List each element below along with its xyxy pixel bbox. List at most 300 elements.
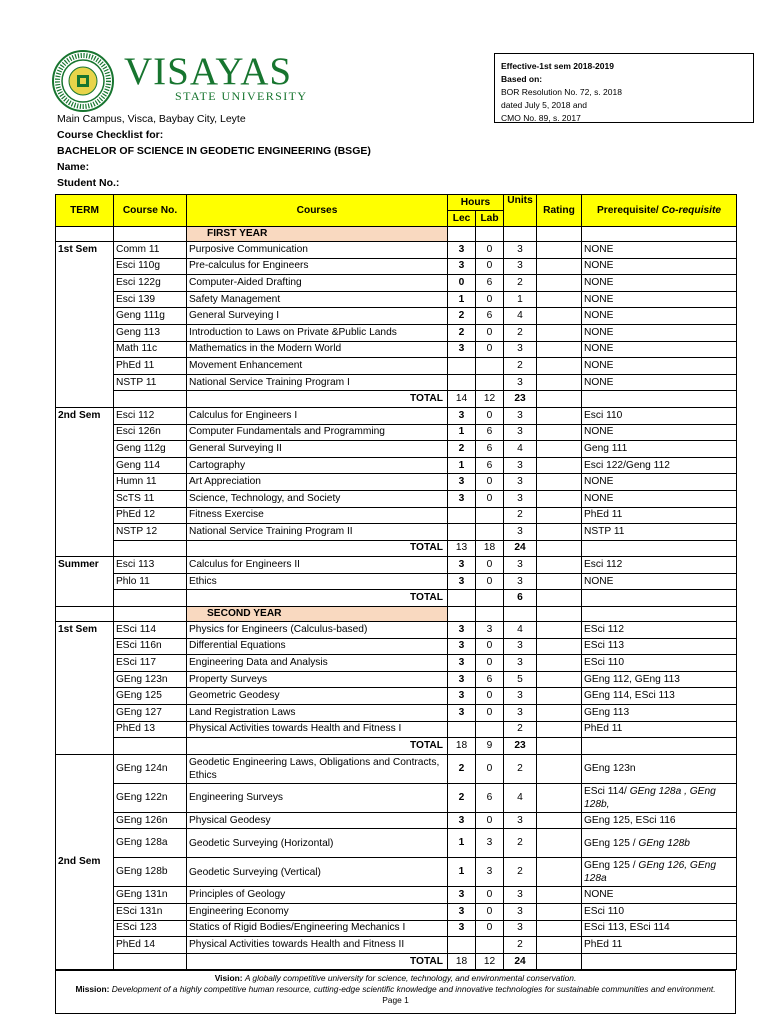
col-term: TERM (56, 195, 114, 227)
total-blank-cell (582, 391, 737, 408)
units-value: 3 (504, 457, 537, 474)
lab-hours: 0 (476, 258, 504, 275)
lecture-hours: 3 (448, 341, 476, 358)
total-units: 23 (504, 738, 537, 755)
course-number: ESci 117 (114, 655, 187, 672)
prerequisite (582, 655, 737, 672)
units-value: 3 (504, 887, 537, 904)
course-title: Differential Equations (187, 638, 448, 655)
lab-hours: 0 (476, 242, 504, 259)
rating-cell (537, 705, 582, 722)
lab-hours: 6 (476, 671, 504, 688)
units-value: 2 (504, 721, 537, 738)
course-row (56, 721, 737, 738)
course-number: NSTP 12 (114, 524, 187, 541)
lab-hours: 6 (476, 424, 504, 441)
lab-hours (476, 358, 504, 375)
lecture-hours: 3 (448, 638, 476, 655)
rating-cell (537, 622, 582, 639)
total-label: TOTAL (187, 738, 448, 755)
units-value: 3 (504, 638, 537, 655)
rating-cell (537, 275, 582, 292)
rating-cell (537, 671, 582, 688)
course-row (56, 341, 737, 358)
course-title: Ethics (187, 573, 448, 590)
rating-cell (537, 507, 582, 524)
lecture-hours: 3 (448, 573, 476, 590)
vision-text: A globally competitive university for science, technology, and environmental conservation. (244, 973, 577, 983)
course-row (56, 374, 737, 391)
rating-cell (537, 754, 582, 783)
course-number: Esci 112 (114, 407, 187, 424)
col-lec: Lec (448, 211, 476, 227)
lecture-hours (448, 374, 476, 391)
course-title: Science, Technology, and Society (187, 490, 448, 507)
mission-text: Development of a highly competitive human resource, cutting-edge scientific knowledge and innovative technologies for sustainable communities and environment. (111, 984, 716, 994)
rating-cell (537, 324, 582, 341)
term-label: 1st Sem (56, 622, 114, 755)
units-value: 3 (504, 407, 537, 424)
course-row (56, 655, 737, 672)
prereq-label: Prerequisite/ (597, 204, 659, 216)
total-blank-cell (582, 738, 737, 755)
effectivity-cmo: CMO No. 89, s. 2017 (501, 113, 581, 123)
course-number: Geng 111g (114, 308, 187, 325)
prerequisite-text: NONE (584, 376, 614, 388)
checklist-title: Course Checklist for: (57, 129, 164, 141)
rating-cell (537, 291, 582, 308)
course-title: Engineering Data and Analysis (187, 655, 448, 672)
prerequisite-text: NONE (584, 310, 614, 322)
course-row (56, 441, 737, 458)
course-title: Mathematics in the Modern World (187, 341, 448, 358)
checklist-body (56, 227, 737, 970)
lab-hours (476, 721, 504, 738)
prerequisite (582, 407, 737, 424)
prerequisite-text: NONE (584, 326, 614, 338)
units-value: 3 (504, 242, 537, 259)
units-value: 3 (504, 524, 537, 541)
total-blank-cell (537, 391, 582, 408)
vision-mission-footer (55, 970, 736, 1014)
total-units: 23 (504, 391, 537, 408)
total-blank-cell (114, 953, 187, 970)
prerequisite (582, 507, 737, 524)
units-value: 3 (504, 341, 537, 358)
course-number: ESci 131n (114, 904, 187, 921)
course-number: PhEd 12 (114, 507, 187, 524)
rating-cell (537, 441, 582, 458)
course-row (56, 705, 737, 722)
prerequisite-text: ESci 110 (584, 657, 625, 669)
course-title: Statics of Rigid Bodies/Engineering Mechanics I (187, 920, 448, 937)
prerequisite (582, 688, 737, 705)
course-title: Computer Fundamentals and Programming (187, 424, 448, 441)
units-value: 4 (504, 783, 537, 812)
rating-cell (537, 358, 582, 375)
course-title: Physics for Engineers (Calculus-based) (187, 622, 448, 639)
lecture-hours: 3 (448, 242, 476, 259)
course-title: Principles of Geology (187, 887, 448, 904)
col-units: Units (504, 195, 537, 227)
course-row (56, 671, 737, 688)
prerequisite (582, 374, 737, 391)
campus-address: Main Campus, Visca, Baybay City, Leyte (57, 113, 246, 125)
units-value: 2 (504, 275, 537, 292)
course-number: GEng 128a (114, 829, 187, 858)
course-title: General Surveying I (187, 308, 448, 325)
student-no-label: Student No.: (57, 177, 120, 189)
lecture-hours: 3 (448, 258, 476, 275)
course-number: Esci 139 (114, 291, 187, 308)
course-title: Introduction to Laws on Private &Public Lands (187, 324, 448, 341)
course-row (56, 324, 737, 341)
year-row (56, 607, 737, 622)
total-label: TOTAL (187, 590, 448, 607)
lecture-hours: 3 (448, 688, 476, 705)
rating-cell (537, 721, 582, 738)
course-title: Computer-Aided Drafting (187, 275, 448, 292)
university-seal-icon (52, 50, 114, 112)
year-blank-cell (582, 227, 737, 242)
prerequisite-text: PhEd 11 (584, 509, 623, 521)
prerequisite (582, 441, 737, 458)
lab-hours (476, 937, 504, 954)
rating-cell (537, 887, 582, 904)
course-title: Pre-calculus for Engineers (187, 258, 448, 275)
total-label: TOTAL (187, 540, 448, 557)
prerequisite (582, 341, 737, 358)
course-title: Land Registration Laws (187, 705, 448, 722)
total-blank-cell (114, 391, 187, 408)
course-number: GEng 127 (114, 705, 187, 722)
lecture-hours: 0 (448, 275, 476, 292)
total-blank-cell (537, 953, 582, 970)
prerequisite-text: ESci 114/ (584, 785, 627, 797)
units-value: 4 (504, 441, 537, 458)
total-units: 24 (504, 540, 537, 557)
rating-cell (537, 474, 582, 491)
vision-label: Vision: (214, 973, 243, 983)
units-value: 3 (504, 688, 537, 705)
rating-cell (537, 424, 582, 441)
year-blank-cell (56, 227, 114, 242)
lab-hours: 0 (476, 490, 504, 507)
course-number: Esci 122g (114, 275, 187, 292)
course-row (56, 688, 737, 705)
course-row (56, 783, 737, 812)
lecture-hours: 3 (448, 474, 476, 491)
units-value: 2 (504, 358, 537, 375)
rating-cell (537, 920, 582, 937)
prerequisite-text: NONE (584, 889, 614, 901)
course-row (56, 812, 737, 829)
lecture-hours: 3 (448, 655, 476, 672)
prerequisite (582, 557, 737, 574)
course-number: GEng 125 (114, 688, 187, 705)
university-header (52, 50, 312, 110)
total-lab: 12 (476, 391, 504, 408)
prerequisite-text: NONE (584, 575, 614, 587)
course-number: ESci 123 (114, 920, 187, 937)
prerequisite-text: NONE (584, 293, 614, 305)
course-number: Comm 11 (114, 242, 187, 259)
course-title: Physical Geodesy (187, 812, 448, 829)
lecture-hours: 1 (448, 424, 476, 441)
term-label: 2nd Sem (56, 754, 114, 970)
prerequisite (582, 242, 737, 259)
course-row (56, 573, 737, 590)
prerequisite-text: GEng 112, GEng 113 (584, 673, 680, 685)
course-row (56, 457, 737, 474)
course-row (56, 407, 737, 424)
units-value: 2 (504, 937, 537, 954)
total-lab (476, 590, 504, 607)
lecture-hours: 3 (448, 557, 476, 574)
prerequisite (582, 573, 737, 590)
units-value: 2 (504, 324, 537, 341)
prerequisite (582, 887, 737, 904)
course-title: Physical Activities towards Health and Fitness I (187, 721, 448, 738)
course-number: GEng 126n (114, 812, 187, 829)
lab-hours: 0 (476, 920, 504, 937)
course-title: Calculus for Engineers II (187, 557, 448, 574)
course-row (56, 920, 737, 937)
lab-hours: 6 (476, 308, 504, 325)
lab-hours: 0 (476, 407, 504, 424)
total-lecture: 14 (448, 391, 476, 408)
prerequisite (582, 638, 737, 655)
prerequisite (582, 829, 737, 858)
course-row (56, 275, 737, 292)
total-blank-cell (114, 738, 187, 755)
lecture-hours: 3 (448, 705, 476, 722)
total-row (56, 953, 737, 970)
units-value: 3 (504, 557, 537, 574)
prerequisite (582, 358, 737, 375)
lab-hours: 6 (476, 457, 504, 474)
lab-hours: 0 (476, 705, 504, 722)
rating-cell (537, 341, 582, 358)
rating-cell (537, 688, 582, 705)
course-title: Safety Management (187, 291, 448, 308)
year-blank-cell (476, 607, 504, 622)
course-number: Esci 113 (114, 557, 187, 574)
total-row (56, 738, 737, 755)
course-row (56, 754, 737, 783)
rating-cell (537, 524, 582, 541)
year-blank-cell (114, 227, 187, 242)
year-heading: FIRST YEAR (187, 227, 448, 242)
lab-hours: 0 (476, 291, 504, 308)
col-course-no: Course No. (114, 195, 187, 227)
units-value: 3 (504, 474, 537, 491)
prerequisite (582, 920, 737, 937)
total-label: TOTAL (187, 391, 448, 408)
course-number: ESci 116n (114, 638, 187, 655)
prerequisite-text: NONE (584, 260, 614, 272)
course-row (56, 557, 737, 574)
lab-hours: 0 (476, 754, 504, 783)
course-number: Math 11c (114, 341, 187, 358)
total-lab: 12 (476, 953, 504, 970)
effectivity-date: dated July 5, 2018 and (501, 100, 588, 110)
units-value: 3 (504, 920, 537, 937)
course-title: Engineering Economy (187, 904, 448, 921)
course-number: GEng 128b (114, 858, 187, 887)
lecture-hours (448, 937, 476, 954)
lab-hours: 0 (476, 573, 504, 590)
total-lecture: 18 (448, 738, 476, 755)
lecture-hours: 1 (448, 291, 476, 308)
total-units: 6 (504, 590, 537, 607)
prerequisite-text: Esci 122/Geng 112 (584, 459, 670, 471)
course-title: Geodetic Surveying (Vertical) (187, 858, 448, 887)
lab-hours: 6 (476, 441, 504, 458)
course-title: National Service Training Program II (187, 524, 448, 541)
course-number: ScTS 11 (114, 490, 187, 507)
prerequisite (582, 457, 737, 474)
course-row (56, 358, 737, 375)
course-title: Physical Activities towards Health and Fitness II (187, 937, 448, 954)
total-blank-cell (537, 540, 582, 557)
prerequisite (582, 904, 737, 921)
prerequisite (582, 424, 737, 441)
course-title: Calculus for Engineers I (187, 407, 448, 424)
lecture-hours: 3 (448, 407, 476, 424)
name-label: Name: (57, 161, 90, 173)
units-value: 3 (504, 374, 537, 391)
course-title: Geometric Geodesy (187, 688, 448, 705)
units-value: 3 (504, 904, 537, 921)
course-number: Esci 110g (114, 258, 187, 275)
corequisite-text: GEng 128a , GEng 128b, (584, 785, 716, 810)
prerequisite-text: Geng 111 (584, 442, 628, 454)
course-row (56, 829, 737, 858)
course-title: General Surveying II (187, 441, 448, 458)
prerequisite-text: GEng 114, ESci 113 (584, 690, 675, 702)
course-row (56, 858, 737, 887)
total-blank-cell (582, 590, 737, 607)
rating-cell (537, 904, 582, 921)
year-blank-cell (504, 227, 537, 242)
prerequisite-text: Esci 110 (584, 409, 623, 421)
total-row (56, 590, 737, 607)
units-value: 2 (504, 858, 537, 887)
units-value: 3 (504, 258, 537, 275)
lecture-hours: 3 (448, 671, 476, 688)
rating-cell (537, 829, 582, 858)
coreq-label: Co-requisite (661, 204, 721, 216)
units-value: 3 (504, 812, 537, 829)
effectivity-line: Effective-1st sem 2018-2019 (501, 61, 614, 71)
course-checklist-table (55, 194, 737, 970)
prerequisite (582, 812, 737, 829)
col-hours: Hours (448, 195, 504, 211)
units-value: 3 (504, 655, 537, 672)
checklist-info (57, 111, 371, 191)
rating-cell (537, 258, 582, 275)
prerequisite (582, 705, 737, 722)
units-value: 3 (504, 424, 537, 441)
course-row (56, 904, 737, 921)
prerequisite-text: PhEd 11 (584, 938, 623, 950)
prerequisite-text: ESci 112 (584, 623, 625, 635)
prerequisite-text: NONE (584, 276, 614, 288)
total-lab: 9 (476, 738, 504, 755)
lecture-hours: 1 (448, 829, 476, 858)
course-row (56, 937, 737, 954)
total-label: TOTAL (187, 953, 448, 970)
units-value: 3 (504, 573, 537, 590)
course-title: Fitness Exercise (187, 507, 448, 524)
lab-hours: 0 (476, 324, 504, 341)
rating-cell (537, 638, 582, 655)
prerequisite (582, 490, 737, 507)
course-number: Geng 114 (114, 457, 187, 474)
course-row (56, 490, 737, 507)
col-prerequisite (582, 195, 737, 227)
course-title: Engineering Surveys (187, 783, 448, 812)
prerequisite-text: ESci 113, ESci 114 (584, 922, 670, 934)
term-label: Summer (56, 557, 114, 607)
prerequisite (582, 858, 737, 887)
rating-cell (537, 242, 582, 259)
year-blank-cell (537, 227, 582, 242)
lab-hours (476, 524, 504, 541)
lecture-hours (448, 721, 476, 738)
course-number: Esci 126n (114, 424, 187, 441)
rating-cell (537, 490, 582, 507)
lab-hours: 0 (476, 812, 504, 829)
course-row (56, 308, 737, 325)
course-number: Humn 11 (114, 474, 187, 491)
prerequisite-text: GEng 113 (584, 706, 630, 718)
course-title: Purposive Communication (187, 242, 448, 259)
rating-cell (537, 655, 582, 672)
total-blank-cell (582, 953, 737, 970)
course-number: Geng 112g (114, 441, 187, 458)
prerequisite (582, 622, 737, 639)
lab-hours: 0 (476, 904, 504, 921)
prerequisite-text: GEng 125 / (584, 837, 636, 849)
col-courses: Courses (187, 195, 448, 227)
course-number: NSTP 11 (114, 374, 187, 391)
course-number: GEng 124n (114, 754, 187, 783)
effectivity-basis-label: Based on: (501, 74, 543, 84)
units-value: 2 (504, 754, 537, 783)
course-title: Property Surveys (187, 671, 448, 688)
total-row (56, 540, 737, 557)
year-blank-cell (448, 607, 476, 622)
total-lab: 18 (476, 540, 504, 557)
rating-cell (537, 937, 582, 954)
course-row (56, 258, 737, 275)
prerequisite-text: NONE (584, 343, 614, 355)
lecture-hours: 3 (448, 490, 476, 507)
brand-subtitle: STATE UNIVERSITY (175, 89, 308, 103)
prerequisite-text: Esci 112 (584, 559, 623, 571)
prerequisite-text: NSTP 11 (584, 525, 625, 537)
units-value: 2 (504, 829, 537, 858)
total-blank-cell (114, 540, 187, 557)
year-blank-cell (114, 607, 187, 622)
prerequisite-text: NONE (584, 476, 614, 488)
lab-hours: 6 (476, 275, 504, 292)
effectivity-resolution: BOR Resolution No. 72, s. 2018 (501, 87, 622, 97)
program-name: BACHELOR OF SCIENCE IN GEODETIC ENGINEERING (BSGE) (57, 145, 371, 157)
units-value: 4 (504, 308, 537, 325)
